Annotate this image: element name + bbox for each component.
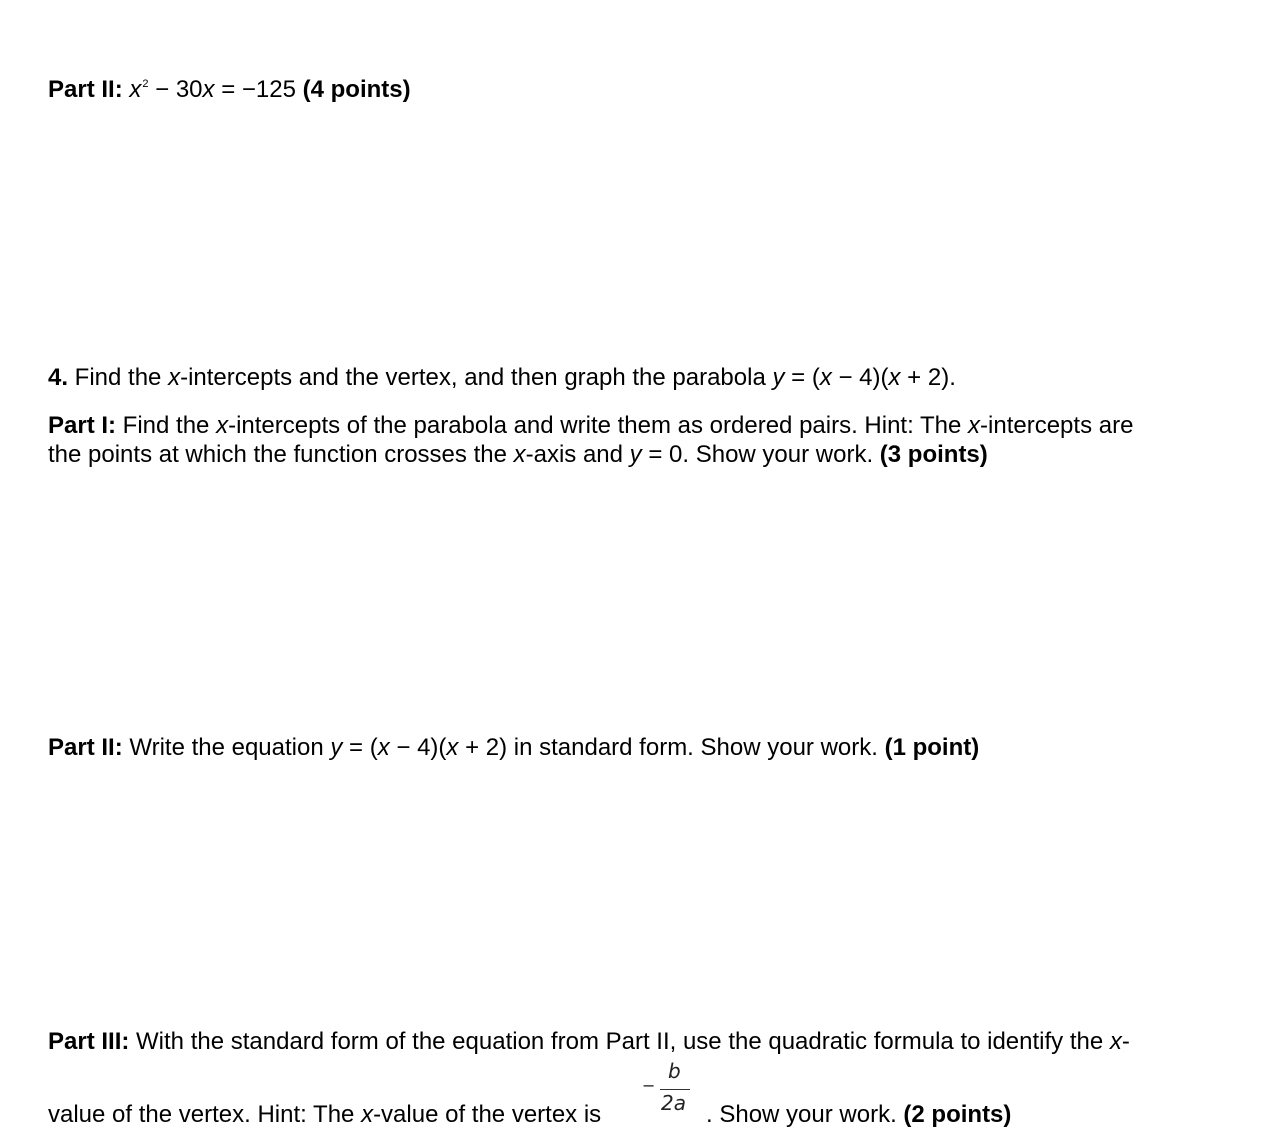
part3-prompt-line1 [48,1027,1130,1056]
exponent: 2 [142,78,149,90]
part-label: Part I: [48,412,117,439]
part-label: Part III: [48,1028,130,1055]
prompt-text: -intercepts of the parabola and write them as ordered pairs. Hint: The [228,412,969,439]
question-number: 4. [48,364,69,391]
prompt-text: Write the equation [122,734,331,761]
var-x: x [513,441,526,468]
points-label: (1 point) [884,734,980,761]
var-y: y [629,441,642,468]
points-label: (2 points) [903,1101,1012,1128]
question-text: Find the [68,364,169,391]
part3-prompt-line2b [706,1100,1011,1129]
var-y: y [772,364,785,391]
var-x: x [216,412,229,439]
prompt-text: - [1121,1028,1130,1055]
prompt-text: With the standard form of the equation from Part II, use the quadratic formula to identify the [129,1028,1110,1055]
var-x: x [819,364,832,391]
question-text: − 4)( [831,364,889,391]
fraction-denominator: 2a [661,1091,686,1115]
var-x: x [361,1101,374,1128]
question-text: + 2). [900,364,956,391]
prompt-text: − 4)( [389,734,447,761]
part1-prompt-line2 [48,440,988,469]
prompt-text: value of the vertex. Hint: The [48,1101,362,1128]
vertex-formula-fraction [640,1058,696,1124]
var-x: x [968,412,981,439]
prompt-text: the points at which the function crosses the [48,441,514,468]
equation-text: − 30 [148,76,203,103]
fraction-bar [660,1089,690,1090]
var-y: y [330,734,343,761]
fraction-minus: − [642,1076,656,1095]
part-label: Part II: [48,734,123,761]
prompt-text: = 0. Show your work. [641,441,880,468]
prompt-text: -axis and [525,441,630,468]
equation-text: = −125 [214,76,303,103]
question-text: = ( [784,364,820,391]
question-4-prompt [48,363,956,392]
part2-top-prompt [48,70,411,104]
var-x: x [1109,1028,1122,1055]
var-x: x [888,364,901,391]
points-label: (4 points) [302,76,411,103]
prompt-text: Find the [116,412,217,439]
var-x: x [129,76,142,103]
var-x: x [202,76,215,103]
part2-prompt [48,733,979,762]
var-x: x [446,734,459,761]
prompt-text: + 2) in standard form. Show your work. [458,734,885,761]
points-label: (3 points) [879,441,988,468]
var-x: x [377,734,390,761]
part-label: Part II: [48,76,123,103]
prompt-text: -intercepts are [980,412,1134,439]
part3-prompt-line2a [48,1100,601,1129]
question-text: -intercepts and the vertex, and then graph the parabola [180,364,773,391]
prompt-text: = ( [342,734,378,761]
prompt-text: -value of the vertex is [373,1101,602,1128]
fraction-numerator: b [668,1059,681,1083]
var-x: x [168,364,181,391]
prompt-text: . Show your work. [706,1101,904,1128]
part1-prompt-line1 [48,411,1133,440]
